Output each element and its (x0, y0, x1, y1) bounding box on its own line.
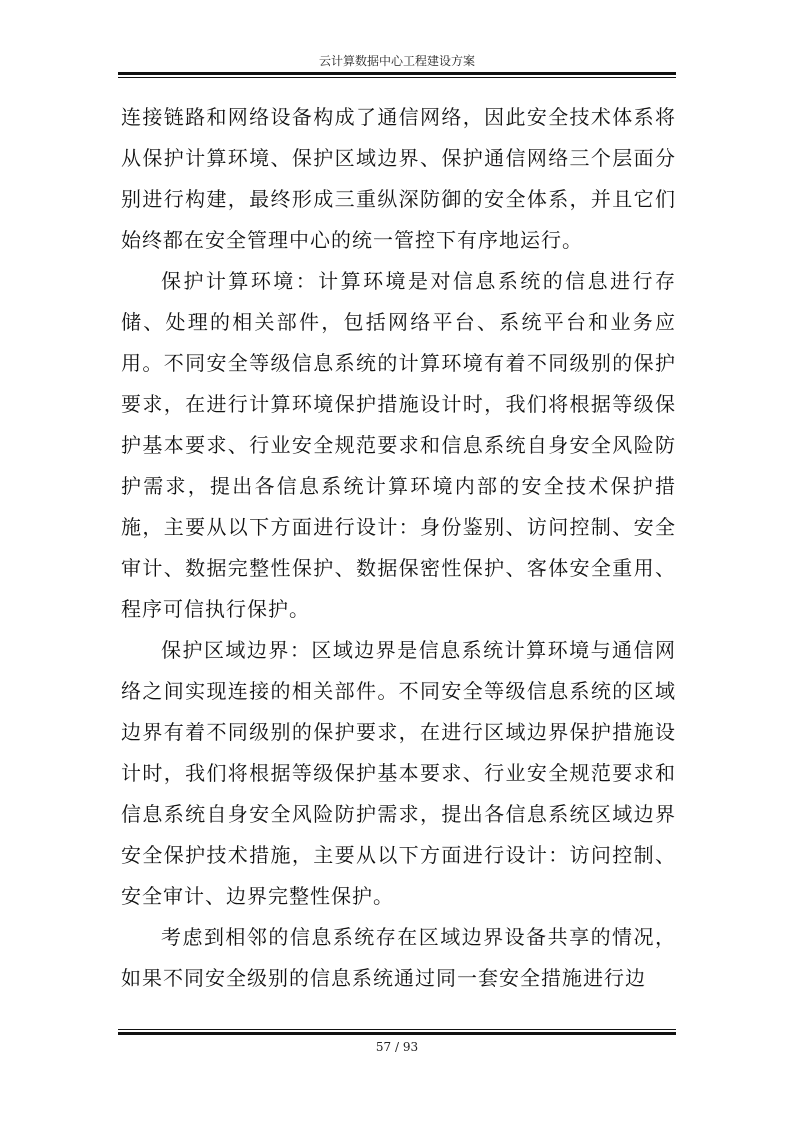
paragraph-1: 连接链路和网络设备构成了通信网络，因此安全技术体系将从保护计算环境、保护区域边界、保护通信网络三个层面分别进行构建，最终形成三重纵深防御的安全体系，并且它们始终都在安全管理中心的统一管控下有序地运行。 (121, 105, 676, 252)
document-body (121, 97, 676, 999)
page-number: 57 / 93 (375, 1040, 419, 1054)
paragraph-4: 考虑到相邻的信息系统存在区域边界设备共享的情况，如果不同安全级别的信息系统通过同一套安全措施进行边 (121, 925, 676, 990)
footer-rule-thick (118, 1032, 676, 1035)
paragraph-3: 保护区域边界：区域边界是信息系统计算环境与通信网络之间实现连接的相关部件。不同安全等级信息系统的区域边界有着不同级别的保护要求，在进行区域边界保护措施设计时，我们将根据等级保护基本要求、行业安全规范要求和信息系统自身安全风险防护需求，提出各信息系统区域边界安全保护技术措施，主要从以下方面进行设计：访问控制、安全审计、边界完整性保护。 (121, 638, 676, 908)
paragraph-2: 保护计算环境：计算环境是对信息系统的信息进行存储、处理的相关部件，包括网络平台、系统平台和业务应用。不同安全等级信息系统的计算环境有着不同级别的保护要求，在进行计算环境保护措施设计时，我们将根据等级保护基本要求、行业安全规范要求和信息系统自身安全风险防护需求，提出各信息系统计算环境内部的安全技术保护措施，主要从以下方面进行设计：身份鉴别、访问控制、安全审计、数据完整性保护、数据保密性保护、客体安全重用、程序可信执行保护。 (121, 269, 676, 621)
footer-rule-thin (118, 1029, 676, 1030)
header-title: 云计算数据中心工程建设方案 (318, 54, 475, 68)
header-rule-thin (118, 77, 676, 78)
header-rule-thick (118, 72, 676, 75)
